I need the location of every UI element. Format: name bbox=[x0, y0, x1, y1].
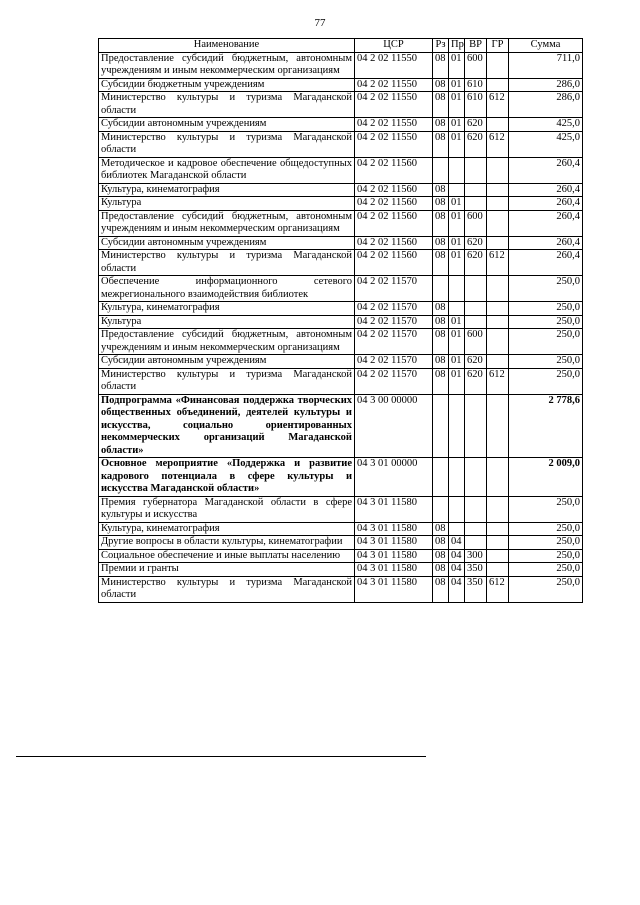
row-name: Премии и гранты bbox=[99, 563, 355, 577]
row-gr bbox=[487, 522, 509, 536]
row-pr: 01 bbox=[449, 118, 465, 132]
table-row bbox=[99, 496, 583, 522]
header-pr: Пр bbox=[449, 39, 465, 53]
row-pr bbox=[449, 302, 465, 316]
row-gr bbox=[487, 496, 509, 522]
row-name: Методическое и кадровое обеспечение общедоступных библиотек Магаданской области bbox=[99, 157, 355, 183]
row-name: Субсидии бюджетным учреждениям bbox=[99, 78, 355, 92]
row-rz: 08 bbox=[433, 576, 449, 602]
row-pr: 04 bbox=[449, 549, 465, 563]
row-name: Социальное обеспечение и иные выплаты населению bbox=[99, 549, 355, 563]
row-name: Подпрограмма «Финансовая поддержка творческих общественных объединений, деятелей культуры и искусства, социально ориентированных некоммерческих организаций Магаданской области» bbox=[99, 394, 355, 458]
row-gr bbox=[487, 197, 509, 211]
row-name: Министерство культуры и туризма Магаданской области bbox=[99, 576, 355, 602]
row-vr bbox=[465, 183, 487, 197]
row-sum: 250,0 bbox=[509, 576, 583, 602]
row-vr: 620 bbox=[465, 250, 487, 276]
row-name: Культура, кинематография bbox=[99, 522, 355, 536]
row-rz: 08 bbox=[433, 368, 449, 394]
row-csr: 04 2 02 11560 bbox=[355, 157, 433, 183]
row-csr: 04 2 02 11550 bbox=[355, 92, 433, 118]
row-gr: 612 bbox=[487, 250, 509, 276]
row-pr: 01 bbox=[449, 210, 465, 236]
row-csr: 04 2 02 11560 bbox=[355, 183, 433, 197]
header-vr: ВР bbox=[465, 39, 487, 53]
budget-table bbox=[98, 38, 583, 603]
row-name: Министерство культуры и туризма Магаданской области bbox=[99, 131, 355, 157]
row-sum: 2 009,0 bbox=[509, 458, 583, 497]
row-gr bbox=[487, 236, 509, 250]
table-row bbox=[99, 118, 583, 132]
row-pr bbox=[449, 394, 465, 458]
row-pr: 01 bbox=[449, 368, 465, 394]
row-pr: 01 bbox=[449, 236, 465, 250]
table-row bbox=[99, 563, 583, 577]
row-sum: 250,0 bbox=[509, 329, 583, 355]
row-name: Культура bbox=[99, 197, 355, 211]
row-csr: 04 2 02 11570 bbox=[355, 315, 433, 329]
row-gr bbox=[487, 394, 509, 458]
header-name: Наименование bbox=[99, 39, 355, 53]
row-vr: 620 bbox=[465, 368, 487, 394]
row-vr: 610 bbox=[465, 78, 487, 92]
row-pr: 01 bbox=[449, 197, 465, 211]
table-header-row bbox=[99, 39, 583, 53]
row-csr: 04 2 02 11550 bbox=[355, 118, 433, 132]
row-vr bbox=[465, 276, 487, 302]
table-row bbox=[99, 302, 583, 316]
table-row bbox=[99, 315, 583, 329]
row-rz bbox=[433, 458, 449, 497]
table-row bbox=[99, 394, 583, 458]
row-vr bbox=[465, 157, 487, 183]
row-vr: 350 bbox=[465, 576, 487, 602]
page-number: 77 bbox=[314, 17, 326, 29]
row-gr: 612 bbox=[487, 576, 509, 602]
row-rz: 08 bbox=[433, 549, 449, 563]
row-sum: 250,0 bbox=[509, 302, 583, 316]
row-name: Другие вопросы в области культуры, кинематографии bbox=[99, 536, 355, 550]
row-rz: 08 bbox=[433, 197, 449, 211]
row-pr: 01 bbox=[449, 131, 465, 157]
table-row bbox=[99, 52, 583, 78]
row-csr: 04 2 02 11570 bbox=[355, 302, 433, 316]
row-csr: 04 3 01 11580 bbox=[355, 576, 433, 602]
row-csr: 04 2 02 11560 bbox=[355, 250, 433, 276]
row-csr: 04 2 02 11570 bbox=[355, 368, 433, 394]
row-rz: 08 bbox=[433, 563, 449, 577]
table-row bbox=[99, 368, 583, 394]
row-name: Культура, кинематография bbox=[99, 302, 355, 316]
table-row bbox=[99, 329, 583, 355]
header-csr: ЦСР bbox=[355, 39, 433, 53]
row-name: Предоставление субсидий бюджетным, автономным учреждениям и иным некоммерческим организациям bbox=[99, 329, 355, 355]
row-gr bbox=[487, 302, 509, 316]
row-name: Премия губернатора Магаданской области в сфере культуры и искусства bbox=[99, 496, 355, 522]
row-pr: 01 bbox=[449, 329, 465, 355]
row-sum: 250,0 bbox=[509, 315, 583, 329]
row-gr bbox=[487, 78, 509, 92]
table-row bbox=[99, 576, 583, 602]
row-gr bbox=[487, 210, 509, 236]
row-rz: 08 bbox=[433, 78, 449, 92]
row-vr bbox=[465, 496, 487, 522]
row-csr: 04 2 02 11550 bbox=[355, 131, 433, 157]
row-name: Культура, кинематография bbox=[99, 183, 355, 197]
row-vr bbox=[465, 197, 487, 211]
row-pr: 01 bbox=[449, 250, 465, 276]
row-sum: 250,0 bbox=[509, 496, 583, 522]
row-gr bbox=[487, 563, 509, 577]
row-vr bbox=[465, 536, 487, 550]
row-rz: 08 bbox=[433, 92, 449, 118]
row-sum: 250,0 bbox=[509, 276, 583, 302]
row-gr bbox=[487, 183, 509, 197]
row-pr bbox=[449, 183, 465, 197]
row-rz: 08 bbox=[433, 183, 449, 197]
row-csr: 04 2 02 11570 bbox=[355, 276, 433, 302]
row-gr bbox=[487, 315, 509, 329]
row-csr: 04 2 02 11550 bbox=[355, 78, 433, 92]
row-vr: 620 bbox=[465, 355, 487, 369]
row-rz bbox=[433, 157, 449, 183]
row-sum: 2 778,6 bbox=[509, 394, 583, 458]
row-csr: 04 3 01 11580 bbox=[355, 549, 433, 563]
row-pr: 04 bbox=[449, 563, 465, 577]
row-csr: 04 3 01 11580 bbox=[355, 536, 433, 550]
row-sum: 260,4 bbox=[509, 236, 583, 250]
row-sum: 260,4 bbox=[509, 197, 583, 211]
row-pr bbox=[449, 458, 465, 497]
row-gr: 612 bbox=[487, 131, 509, 157]
row-name: Основное мероприятие «Поддержка и развитие кадрового потенциала в сфере культуры и искусства Магаданской области» bbox=[99, 458, 355, 497]
row-sum: 250,0 bbox=[509, 522, 583, 536]
row-gr: 612 bbox=[487, 92, 509, 118]
row-pr: 04 bbox=[449, 536, 465, 550]
table-row bbox=[99, 157, 583, 183]
row-rz: 08 bbox=[433, 118, 449, 132]
row-rz: 08 bbox=[433, 236, 449, 250]
row-pr: 01 bbox=[449, 355, 465, 369]
row-csr: 04 3 01 11580 bbox=[355, 496, 433, 522]
row-rz: 08 bbox=[433, 210, 449, 236]
row-rz: 08 bbox=[433, 329, 449, 355]
row-pr bbox=[449, 496, 465, 522]
row-sum: 250,0 bbox=[509, 368, 583, 394]
row-csr: 04 3 01 00000 bbox=[355, 458, 433, 497]
row-sum: 250,0 bbox=[509, 563, 583, 577]
row-rz: 08 bbox=[433, 315, 449, 329]
row-vr: 620 bbox=[465, 131, 487, 157]
row-pr: 01 bbox=[449, 52, 465, 78]
header-rz: Рз bbox=[433, 39, 449, 53]
row-name: Субсидии автономным учреждениям bbox=[99, 118, 355, 132]
row-name: Министерство культуры и туризма Магаданской области bbox=[99, 250, 355, 276]
row-rz: 08 bbox=[433, 250, 449, 276]
row-sum: 711,0 bbox=[509, 52, 583, 78]
row-gr bbox=[487, 329, 509, 355]
row-pr: 01 bbox=[449, 78, 465, 92]
row-pr: 01 bbox=[449, 315, 465, 329]
row-vr: 610 bbox=[465, 92, 487, 118]
row-name: Предоставление субсидий бюджетным, автономным учреждениям и иным некоммерческим организациям bbox=[99, 52, 355, 78]
row-vr: 600 bbox=[465, 210, 487, 236]
row-gr bbox=[487, 536, 509, 550]
row-csr: 04 2 02 11560 bbox=[355, 210, 433, 236]
row-rz bbox=[433, 496, 449, 522]
row-name: Субсидии автономным учреждениям bbox=[99, 355, 355, 369]
row-sum: 260,4 bbox=[509, 183, 583, 197]
row-vr bbox=[465, 394, 487, 458]
row-rz bbox=[433, 276, 449, 302]
row-gr bbox=[487, 276, 509, 302]
row-name: Министерство культуры и туризма Магаданской области bbox=[99, 92, 355, 118]
row-rz: 08 bbox=[433, 52, 449, 78]
row-sum: 250,0 bbox=[509, 536, 583, 550]
row-name: Субсидии автономным учреждениям bbox=[99, 236, 355, 250]
table-body bbox=[99, 52, 583, 602]
table-row bbox=[99, 536, 583, 550]
row-gr bbox=[487, 549, 509, 563]
row-vr bbox=[465, 302, 487, 316]
row-gr bbox=[487, 157, 509, 183]
row-csr: 04 2 02 11570 bbox=[355, 329, 433, 355]
row-name: Обеспечение информационного сетевого межрегионального взаимодействия библиотек bbox=[99, 276, 355, 302]
table-row bbox=[99, 131, 583, 157]
table-row bbox=[99, 92, 583, 118]
row-rz: 08 bbox=[433, 536, 449, 550]
row-vr bbox=[465, 458, 487, 497]
row-vr bbox=[465, 522, 487, 536]
row-vr: 620 bbox=[465, 118, 487, 132]
header-sum: Сумма bbox=[509, 39, 583, 53]
row-rz: 08 bbox=[433, 302, 449, 316]
row-sum: 260,4 bbox=[509, 210, 583, 236]
row-vr: 600 bbox=[465, 52, 487, 78]
row-rz: 08 bbox=[433, 355, 449, 369]
row-pr: 04 bbox=[449, 576, 465, 602]
row-gr: 612 bbox=[487, 368, 509, 394]
row-name: Культура bbox=[99, 315, 355, 329]
row-csr: 04 3 00 00000 bbox=[355, 394, 433, 458]
table-row bbox=[99, 210, 583, 236]
row-gr bbox=[487, 458, 509, 497]
table-row bbox=[99, 197, 583, 211]
table-row bbox=[99, 458, 583, 497]
row-pr bbox=[449, 276, 465, 302]
table-row bbox=[99, 236, 583, 250]
row-sum: 250,0 bbox=[509, 549, 583, 563]
table-row bbox=[99, 183, 583, 197]
table-row bbox=[99, 276, 583, 302]
row-rz: 08 bbox=[433, 522, 449, 536]
row-gr bbox=[487, 52, 509, 78]
row-csr: 04 3 01 11580 bbox=[355, 563, 433, 577]
row-csr: 04 2 02 11570 bbox=[355, 355, 433, 369]
footnote-divider bbox=[16, 756, 426, 757]
table-row bbox=[99, 78, 583, 92]
row-csr: 04 2 02 11560 bbox=[355, 236, 433, 250]
row-vr: 300 bbox=[465, 549, 487, 563]
header-gr: ГР bbox=[487, 39, 509, 53]
row-name: Предоставление субсидий бюджетным, автономным учреждениям и иным некоммерческим организациям bbox=[99, 210, 355, 236]
row-sum: 286,0 bbox=[509, 92, 583, 118]
row-csr: 04 3 01 11580 bbox=[355, 522, 433, 536]
row-pr bbox=[449, 157, 465, 183]
row-csr: 04 2 02 11560 bbox=[355, 197, 433, 211]
table-row bbox=[99, 355, 583, 369]
row-vr bbox=[465, 315, 487, 329]
row-pr: 01 bbox=[449, 92, 465, 118]
row-name: Министерство культуры и туризма Магаданской области bbox=[99, 368, 355, 394]
row-sum: 260,4 bbox=[509, 250, 583, 276]
row-vr: 350 bbox=[465, 563, 487, 577]
row-rz: 08 bbox=[433, 131, 449, 157]
row-sum: 425,0 bbox=[509, 131, 583, 157]
row-sum: 286,0 bbox=[509, 78, 583, 92]
row-sum: 425,0 bbox=[509, 118, 583, 132]
row-pr bbox=[449, 522, 465, 536]
row-rz bbox=[433, 394, 449, 458]
row-sum: 250,0 bbox=[509, 355, 583, 369]
row-gr bbox=[487, 355, 509, 369]
row-csr: 04 2 02 11550 bbox=[355, 52, 433, 78]
table-row bbox=[99, 549, 583, 563]
table-row bbox=[99, 522, 583, 536]
row-gr bbox=[487, 118, 509, 132]
row-vr: 620 bbox=[465, 236, 487, 250]
row-sum: 260,4 bbox=[509, 157, 583, 183]
row-vr: 600 bbox=[465, 329, 487, 355]
table-row bbox=[99, 250, 583, 276]
